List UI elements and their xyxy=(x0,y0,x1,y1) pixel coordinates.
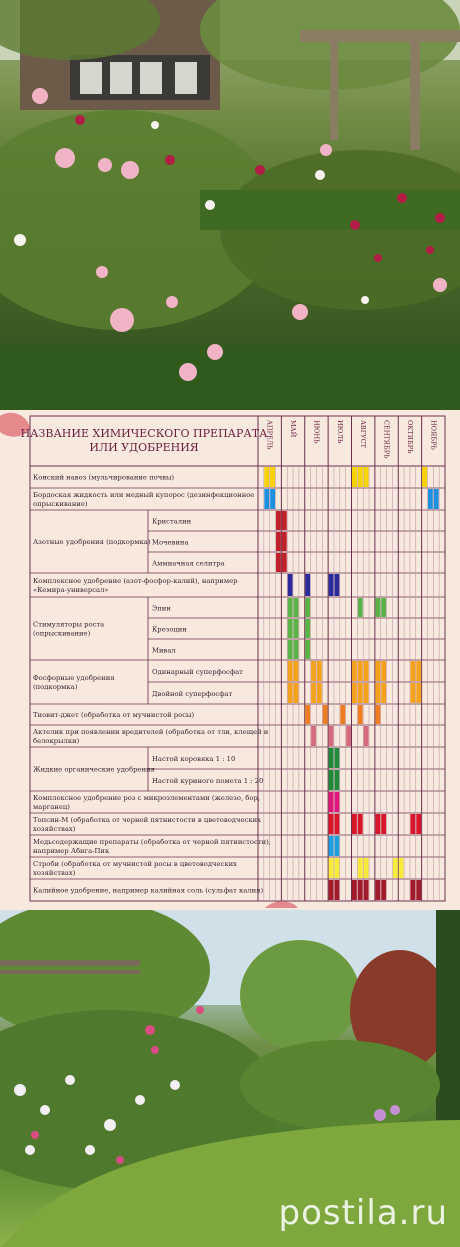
spray-mark xyxy=(434,489,439,509)
spray-mark xyxy=(375,661,380,681)
spray-mark xyxy=(358,880,363,900)
spray-mark xyxy=(410,880,415,900)
row-label: Конский навоз (мульчирование почвы) xyxy=(33,473,175,482)
spray-mark xyxy=(276,553,281,572)
spray-mark xyxy=(323,705,328,724)
spray-mark xyxy=(329,726,334,746)
spray-mark xyxy=(428,489,433,509)
spray-mark xyxy=(352,467,357,487)
spray-mark xyxy=(288,619,293,638)
spray-mark xyxy=(329,770,334,790)
spray-mark xyxy=(317,683,322,703)
spray-mark xyxy=(317,661,322,681)
spray-mark xyxy=(393,858,398,878)
month-label: ОКТЯБРЬ xyxy=(405,420,414,454)
spray-mark xyxy=(375,598,380,617)
spray-mark xyxy=(334,880,339,900)
row-label: например Абига-Пик xyxy=(33,847,110,855)
spray-mark xyxy=(329,574,334,596)
spray-mark xyxy=(329,858,334,878)
spray-mark xyxy=(410,814,415,834)
spray-mark xyxy=(364,661,369,681)
spray-calendar-panel xyxy=(0,410,460,910)
month-label: АПРЕЛЬ xyxy=(265,420,274,450)
sub-label: Двойной суперфосфат xyxy=(152,690,233,698)
spray-mark xyxy=(264,467,269,487)
spray-mark xyxy=(364,858,369,878)
spray-mark xyxy=(334,836,339,856)
spray-mark xyxy=(288,640,293,659)
spray-mark xyxy=(358,467,363,487)
spray-mark xyxy=(334,748,339,768)
row-label: (подкормка) xyxy=(33,683,78,691)
row-label: Фосфорные удобрения xyxy=(33,674,115,682)
spray-mark xyxy=(416,880,421,900)
spray-mark xyxy=(305,574,310,596)
row-label: Азотные удобрения (подкормка) xyxy=(33,538,151,546)
month-label: ИЮЛЬ xyxy=(335,420,344,444)
spray-mark xyxy=(294,683,299,703)
sub-label: Кристалин xyxy=(152,517,192,526)
spray-mark xyxy=(294,640,299,659)
spray-mark xyxy=(294,598,299,617)
spray-mark xyxy=(288,683,293,703)
spray-mark xyxy=(311,661,316,681)
spray-mark xyxy=(358,814,363,834)
row-label: Тиовит-джет (обработка от мучнистой росы) xyxy=(33,711,195,719)
spray-mark xyxy=(276,511,281,530)
month-label: ИЮНЬ xyxy=(312,420,321,444)
sub-label: Настой коровяка 1 : 10 xyxy=(152,755,236,763)
sub-label: Крезоцин xyxy=(152,625,187,634)
row-label: Жидкие органические удобрения xyxy=(33,765,155,774)
sub-label: Мивал xyxy=(152,646,176,655)
spray-mark xyxy=(329,748,334,768)
spray-mark xyxy=(358,598,363,617)
row-label: Топсин-М (обработка от черной пятнистости в цветоводческих xyxy=(33,816,261,824)
row-label: опрыскивание) xyxy=(33,500,88,508)
spray-mark xyxy=(416,661,421,681)
sub-label: Одинарный суперфосфат xyxy=(152,668,243,676)
spray-mark xyxy=(288,661,293,681)
spray-mark xyxy=(334,770,339,790)
spray-mark xyxy=(358,683,363,703)
spray-mark xyxy=(311,683,316,703)
month-label: СЕНТЯБРЬ xyxy=(382,420,391,459)
spray-mark xyxy=(329,880,334,900)
spray-mark xyxy=(334,574,339,596)
spray-mark xyxy=(294,619,299,638)
spray-mark xyxy=(375,705,380,724)
sub-label: Эпин xyxy=(152,604,171,613)
garden-illustration-top xyxy=(0,0,460,410)
spray-mark xyxy=(270,467,275,487)
spray-mark xyxy=(270,489,275,509)
spray-mark xyxy=(288,574,293,596)
spray-mark xyxy=(358,661,363,681)
spray-mark xyxy=(329,792,334,812)
spray-mark xyxy=(329,836,334,856)
row-label: марганец) xyxy=(33,803,70,811)
spray-mark xyxy=(352,661,357,681)
spray-mark xyxy=(381,683,386,703)
spray-mark xyxy=(334,792,339,812)
spray-mark xyxy=(305,640,310,659)
spray-mark xyxy=(375,683,380,703)
spray-mark xyxy=(311,726,316,746)
spray-mark xyxy=(375,880,380,900)
spray-mark xyxy=(352,814,357,834)
spray-mark xyxy=(381,880,386,900)
spray-mark xyxy=(305,705,310,724)
sub-label: Мочевина xyxy=(152,538,189,547)
row-labels xyxy=(33,474,271,895)
row-label: Комплексное удобрение роз с микроэлементами (железо, бор, xyxy=(33,794,260,802)
spray-mark xyxy=(305,619,310,638)
spray-mark xyxy=(305,598,310,617)
spray-mark xyxy=(346,726,351,746)
sub-label: Аммиачная селитра xyxy=(152,559,225,568)
spray-mark xyxy=(416,683,421,703)
spray-mark xyxy=(352,880,357,900)
table-title-line-2: ИЛИ УДОБРЕНИЯ xyxy=(89,441,199,454)
row-label: (опрыскивание) xyxy=(33,629,91,638)
table-title-line-1: НАЗВАНИЕ ХИМИЧЕСКОГО ПРЕПАРАТА xyxy=(20,427,268,440)
spray-mark xyxy=(381,598,386,617)
row-label: Медьсодержащие препараты (обработка от черной пятнистости), xyxy=(33,838,271,846)
spray-mark xyxy=(340,705,345,724)
row-label: Стимуляторы роста xyxy=(33,620,105,629)
row-label: хозяйствах) xyxy=(33,869,76,877)
month-label: АВГУСТ xyxy=(359,420,368,449)
spray-mark xyxy=(416,814,421,834)
spray-mark xyxy=(282,553,287,572)
row-label: Актелик при появлении вредителей (обработка от тли, клещей и xyxy=(33,728,269,736)
spray-mark xyxy=(282,511,287,530)
spray-mark xyxy=(352,683,357,703)
garden-photo-bottom xyxy=(0,910,460,1247)
spray-mark xyxy=(364,467,369,487)
spray-mark xyxy=(381,661,386,681)
month-label: МАЙ xyxy=(289,420,298,438)
postila-watermark: postila.ru xyxy=(278,1193,448,1233)
spray-mark xyxy=(334,858,339,878)
month-label: НОЯБРЬ xyxy=(429,420,438,450)
spray-mark xyxy=(364,683,369,703)
row-label: белокрылки) xyxy=(33,737,80,745)
spray-mark xyxy=(399,858,404,878)
spray-mark xyxy=(294,661,299,681)
garden-photo-top xyxy=(0,0,460,410)
spray-mark xyxy=(334,814,339,834)
spray-mark xyxy=(381,814,386,834)
row-label: «Кемира-универсал» xyxy=(33,586,109,594)
row-label: Калийное удобрение, например калийная соль (сульфат калия) xyxy=(33,886,264,895)
spray-mark xyxy=(288,598,293,617)
sub-label: Настой куриного помета 1 : 20 xyxy=(152,777,264,785)
spray-mark xyxy=(375,814,380,834)
spray-mark xyxy=(358,858,363,878)
spray-mark xyxy=(410,683,415,703)
petal-decoration-bottom xyxy=(265,901,298,908)
spray-mark xyxy=(364,880,369,900)
row-label: хозяйствах) xyxy=(33,825,76,833)
spray-calendar-table xyxy=(0,410,460,910)
spray-mark xyxy=(410,661,415,681)
row-label: Строби (обработка от мучнистой росы в цветоводческих xyxy=(33,860,237,868)
spray-mark xyxy=(422,467,427,487)
row-label: Комплексное удобрение (азот-фосфор-калий), например xyxy=(33,577,238,585)
spray-mark xyxy=(329,814,334,834)
spray-mark xyxy=(282,532,287,551)
spray-mark xyxy=(364,726,369,746)
spray-mark xyxy=(358,705,363,724)
row-label: Бордоская жидкость или медный купорос (дезинфекционное xyxy=(33,491,255,499)
spray-mark xyxy=(264,489,269,509)
spray-mark xyxy=(276,532,281,551)
